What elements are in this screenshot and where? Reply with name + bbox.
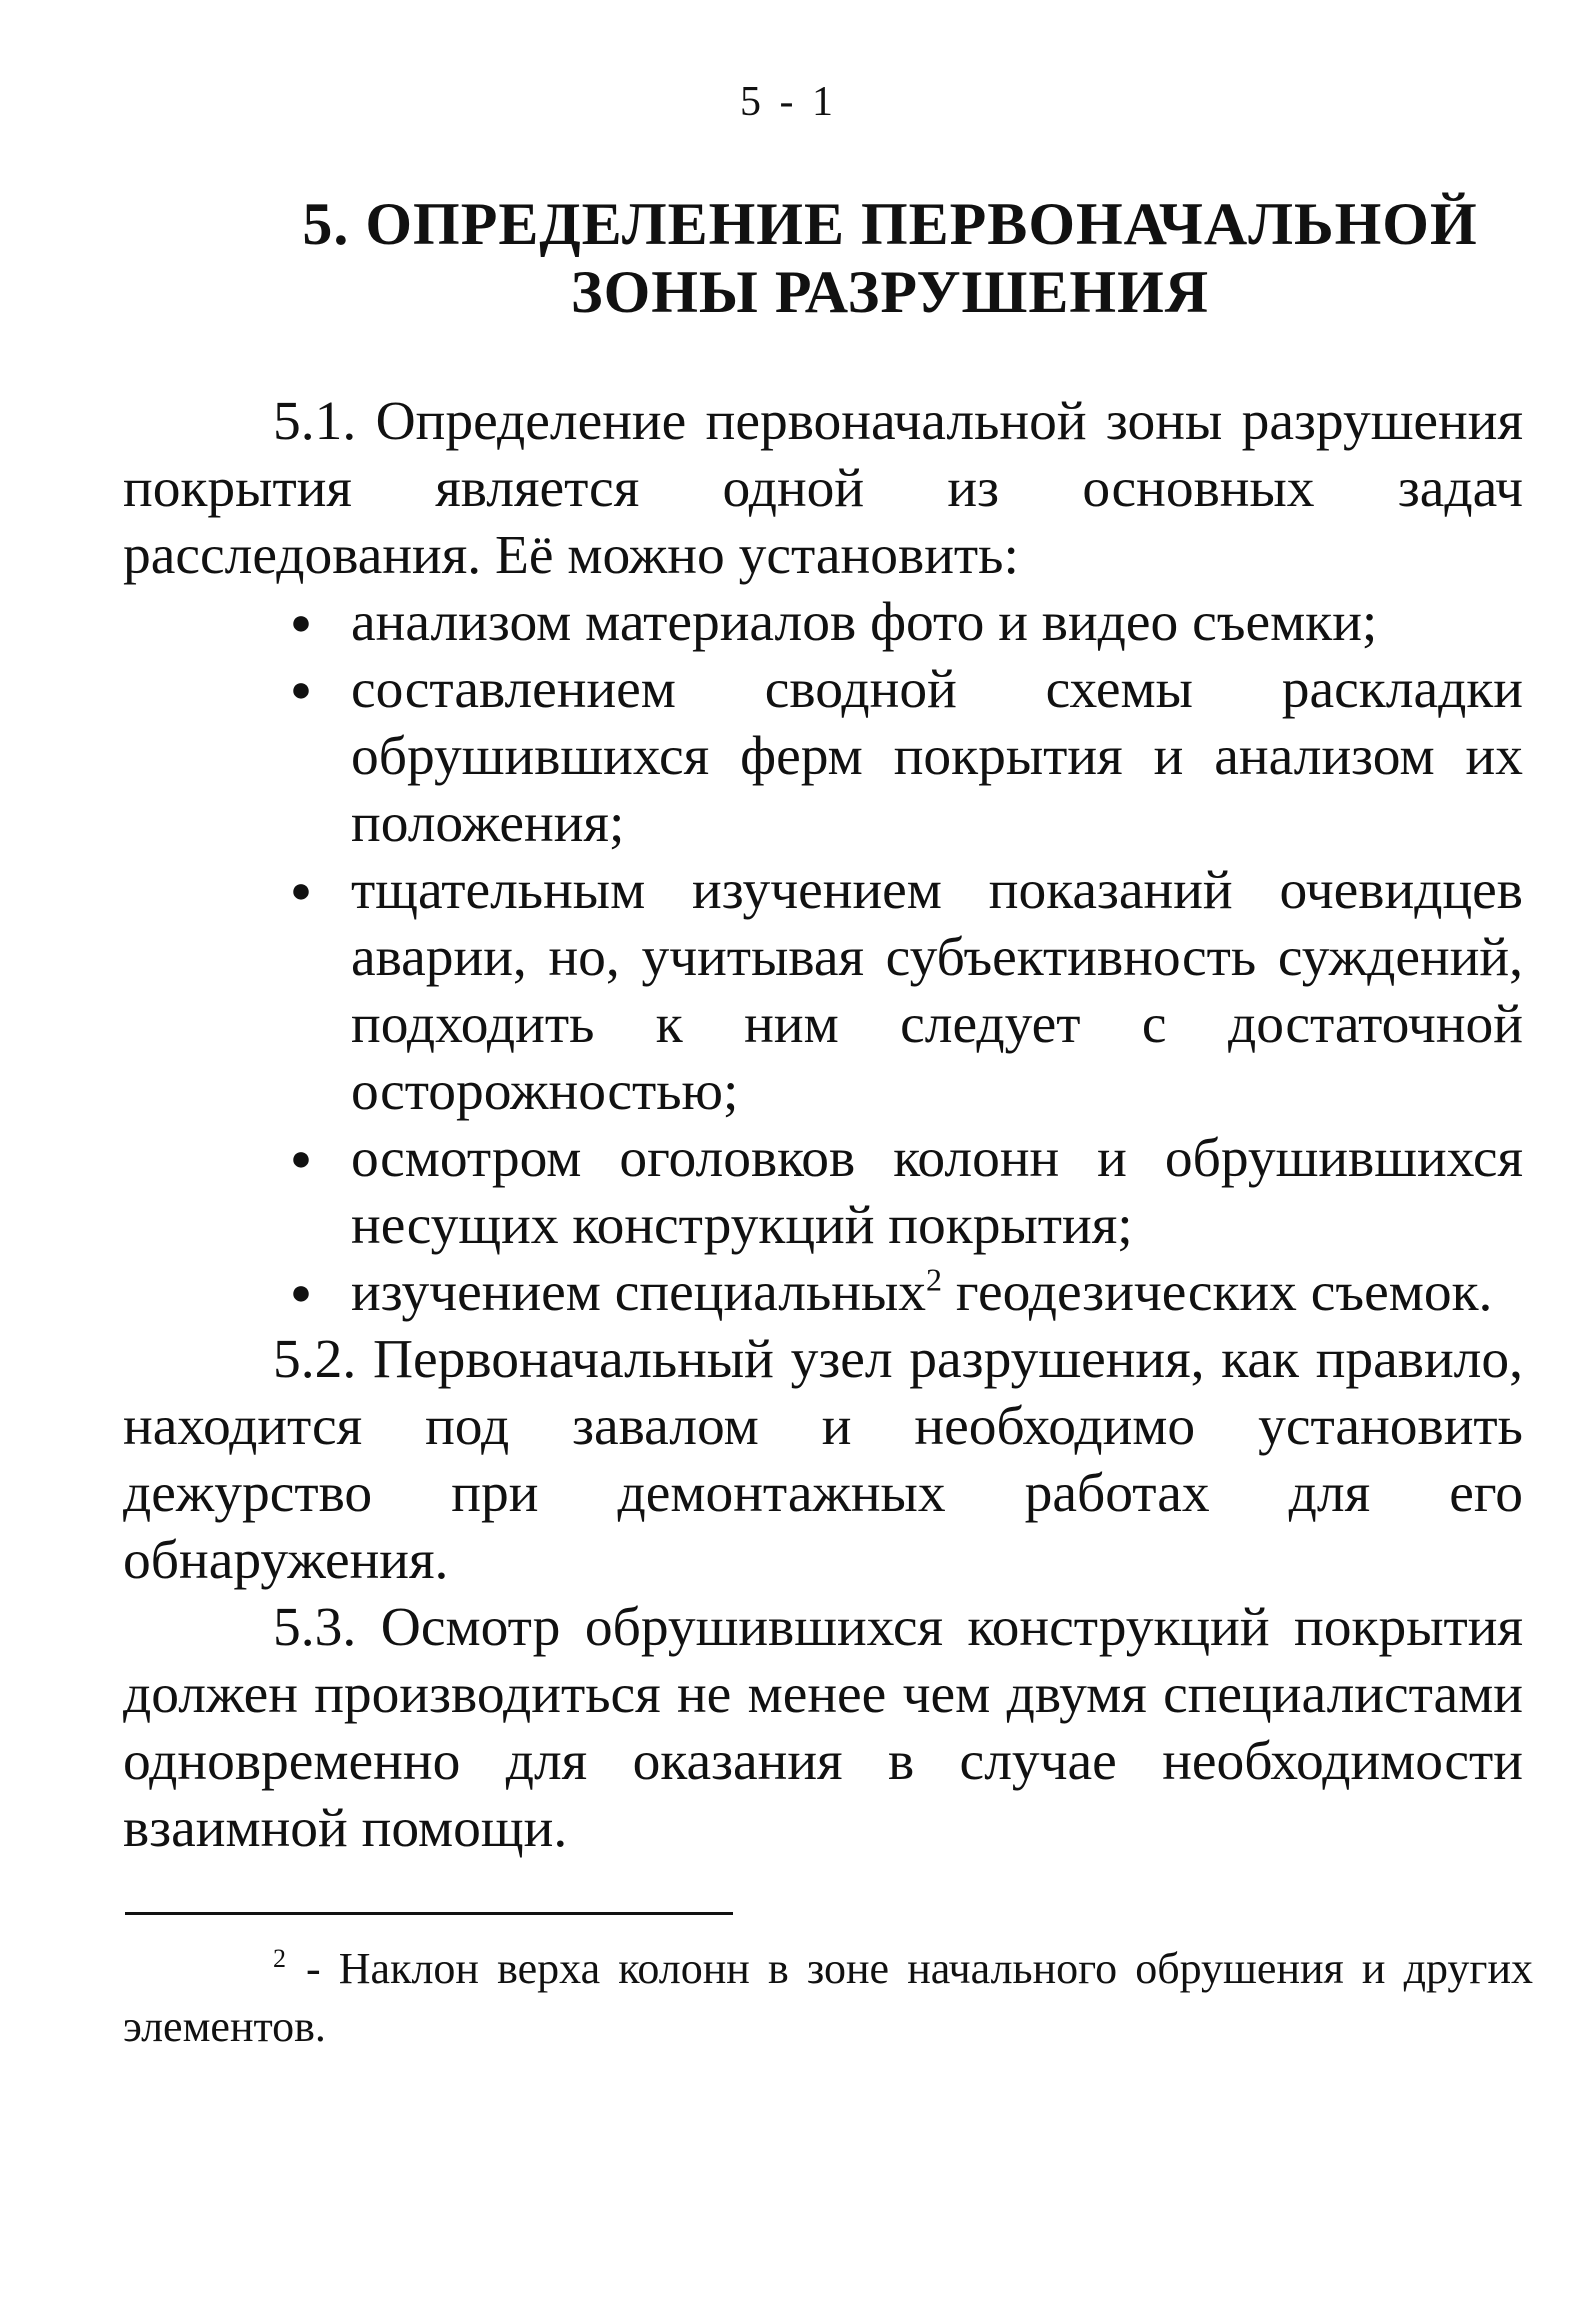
list-item: [123, 1259, 1523, 1326]
section-title-line-1: 5. ОПРЕДЕЛЕНИЕ ПЕРВОНАЧАЛЬНОЙ: [302, 191, 1478, 257]
footnote-mark: 2: [273, 1944, 286, 1974]
section-title-line-2: ЗОНЫ РАЗРУШЕНИЯ: [570, 259, 1210, 325]
bullet-icon: ●: [290, 669, 312, 709]
list-item-text: тщательным изучением показаний очевидцев аварии, но, учитывая субъективность суждений, подходить к ним следует с достаточной осторожностью;: [351, 860, 1523, 1122]
section-title: [250, 190, 1530, 326]
list-item-text-end: геодезических съемок.: [942, 1262, 1493, 1323]
paragraph-5-3: 5.3. Осмотр обрушившихся конструкций покрытия должен производиться не менее чем двумя специалистами одновременно для оказания в случае необходимости взаимной помощи.: [123, 1597, 1523, 1859]
list-item-text: составлением сводной схемы раскладки обрушившихся ферм покрытия и анализом их положения;: [351, 659, 1523, 854]
bullet-icon: ●: [290, 1138, 312, 1178]
list-item-text: анализом материалов фото и видео съемки;: [351, 592, 1378, 653]
list-item: [123, 1125, 1523, 1259]
footnote-text: [123, 1940, 1533, 2056]
footnote: [123, 1940, 1533, 2056]
list-item-text-start: изучением специальных: [351, 1262, 927, 1323]
list-item: [123, 656, 1523, 857]
page-number: 5 - 1: [740, 79, 837, 125]
body-text: [123, 388, 1523, 1862]
footnote-body: - Наклон верха колонн в зоне начального обрушения и других элементов.: [123, 1944, 1533, 2051]
list-item: [123, 857, 1523, 1125]
list-item-text: осмотром оголовков колонн и обрушившихся несущих конструкций покрытия;: [351, 1128, 1523, 1256]
footnote-divider: [125, 1912, 733, 1915]
method-list: [123, 589, 1523, 1326]
bullet-icon: ●: [290, 1272, 312, 1312]
bullet-icon: ●: [290, 870, 312, 910]
bullet-icon: ●: [290, 602, 312, 642]
paragraph-5-1: 5.1. Определение первоначальной зоны разрушения покрытия является одной из основных задач расследования. Её можно установить:: [123, 391, 1523, 586]
footnote-reference: 2: [926, 1261, 943, 1298]
list-item: [123, 589, 1523, 656]
list-item-text: [351, 1262, 1492, 1323]
paragraph-5-2: 5.2. Первоначальный узел разрушения, как правило, находится под завалом и необходимо установить дежурство при демонтажных работах для его обнаружения.: [123, 1329, 1523, 1591]
